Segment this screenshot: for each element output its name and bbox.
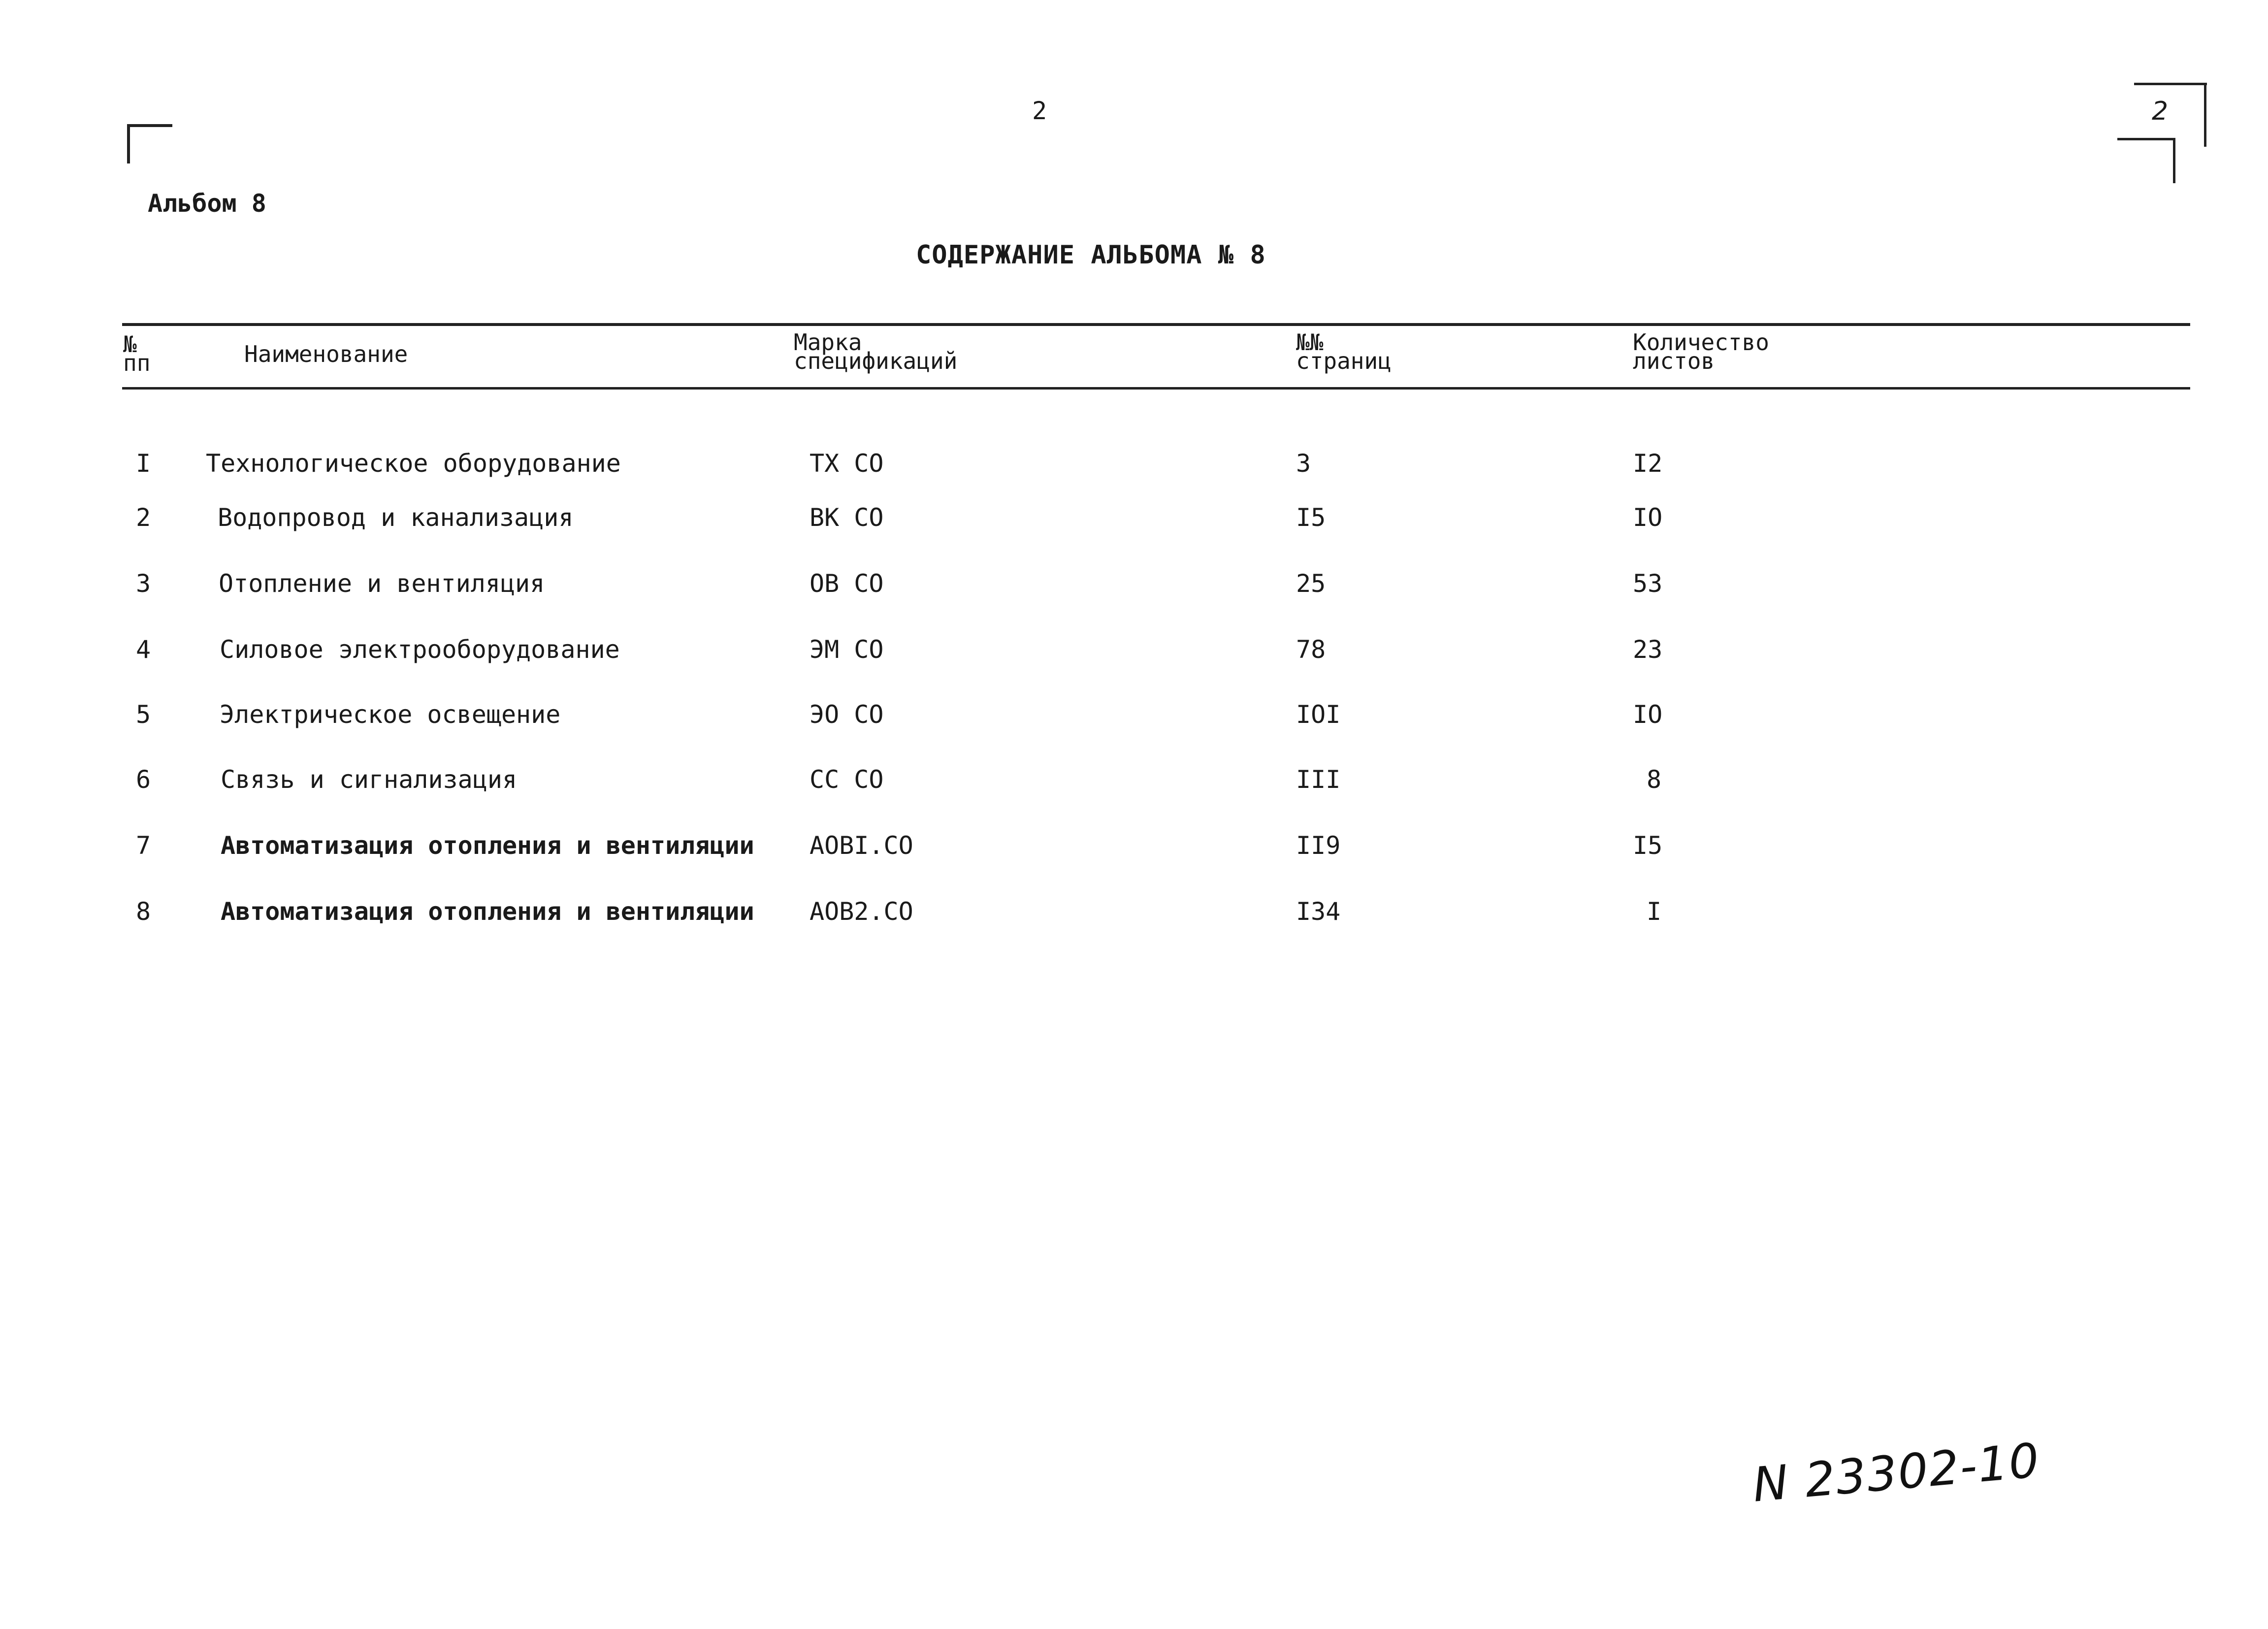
table-row	[0, 503, 2268, 538]
row-page: III	[1296, 765, 1341, 794]
header-sheets	[1633, 329, 1769, 374]
row-mark: АОВ2.СО	[810, 897, 913, 926]
row-name: Силовое электрооборудование	[220, 635, 620, 664]
header-number-line2: пп	[123, 350, 151, 376]
row-page: I34	[1296, 897, 1341, 926]
row-mark: ОВ СО	[810, 569, 884, 598]
table-row	[0, 569, 2268, 604]
handwritten-inventory-number: N 23302-10	[1750, 1433, 2042, 1513]
row-name: Автоматизация отопления и вентиляции	[221, 897, 754, 926]
header-name: Наименование	[244, 341, 408, 367]
row-number: 3	[136, 569, 151, 598]
row-number: 8	[136, 897, 151, 926]
header-sheets-line1: Количество	[1633, 329, 1769, 356]
row-page: I5	[1296, 503, 1326, 532]
row-page: 25	[1296, 569, 1326, 598]
header-mark-line1: Марка	[794, 329, 862, 356]
row-number: 7	[136, 831, 151, 860]
header-number-line1: №	[123, 331, 137, 358]
row-sheets: I5	[1633, 831, 1663, 860]
table-row	[0, 765, 2268, 800]
table-row	[0, 897, 2268, 932]
table-header-rule	[122, 387, 2190, 390]
row-number: 5	[136, 700, 151, 729]
header-pages-line1: №№	[1296, 329, 1324, 356]
row-name: Связь и сигнализация	[221, 765, 518, 794]
table-row	[0, 635, 2268, 670]
corner-mark-top-right-top	[2134, 83, 2207, 85]
row-mark: ТХ СО	[810, 449, 884, 478]
sheet-number: 2	[2152, 97, 2169, 126]
header-sheets-line2: листов	[1633, 348, 1715, 374]
header-pages-line2: страниц	[1296, 348, 1392, 374]
row-mark: ЭО СО	[810, 700, 884, 729]
row-sheets: 23	[1633, 635, 1663, 664]
row-number: 6	[136, 765, 151, 794]
corner-mark-top-left-horizontal	[127, 124, 172, 127]
table-top-rule	[122, 323, 2190, 326]
row-mark: СС СО	[810, 765, 884, 794]
row-name: Технологическое оборудование	[206, 449, 621, 478]
row-sheets: 53	[1633, 569, 1663, 598]
page-number: 2	[1032, 97, 1047, 125]
row-sheets: IO	[1633, 700, 1663, 729]
row-page: IOI	[1296, 700, 1341, 729]
corner-mark-top-left-vertical	[127, 124, 130, 163]
header-mark-line2: спецификаций	[794, 348, 958, 374]
row-sheets: IO	[1633, 503, 1663, 532]
corner-mark-top-right-middle	[2117, 138, 2175, 140]
corner-mark-top-right-vertical-inner	[2173, 138, 2175, 183]
row-page: II9	[1296, 831, 1341, 860]
row-number: 4	[136, 635, 151, 664]
row-number: 2	[136, 503, 151, 532]
document-title: СОДЕРЖАНИЕ АЛЬБОМА № 8	[916, 240, 1266, 270]
row-mark: ЭМ СО	[810, 635, 884, 664]
row-name: Электрическое освещение	[220, 700, 561, 729]
row-name: Водопровод и канализация	[218, 503, 574, 532]
row-sheets: I	[1647, 897, 1662, 926]
row-sheets: I2	[1633, 449, 1663, 478]
row-mark: ВК СО	[810, 503, 884, 532]
album-label: Альбом 8	[148, 189, 266, 218]
row-page: 78	[1296, 635, 1326, 664]
row-name: Отопление и вентиляция	[219, 569, 545, 598]
header-number	[123, 331, 167, 376]
corner-mark-top-right-vertical-outer	[2204, 83, 2206, 147]
row-name: Автоматизация отопления и вентиляции	[221, 831, 754, 860]
row-sheets: 8	[1647, 765, 1662, 794]
row-mark: АОВI.СО	[810, 831, 913, 860]
row-page: 3	[1296, 449, 1311, 478]
table-row	[0, 449, 2268, 484]
header-mark	[794, 329, 958, 374]
row-number: I	[136, 449, 151, 478]
table-row	[0, 831, 2268, 866]
header-pages	[1296, 329, 1392, 374]
table-row	[0, 700, 2268, 735]
